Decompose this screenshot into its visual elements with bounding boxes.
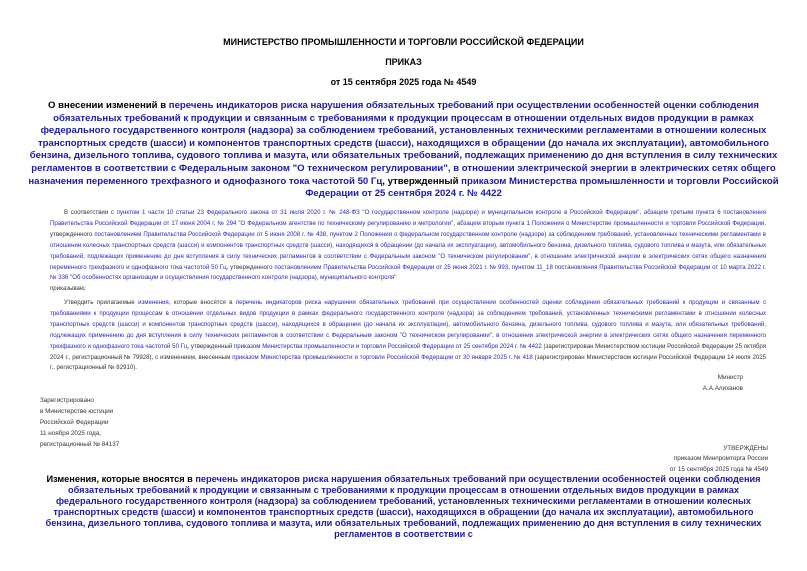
- text: , утвержденного: [50, 219, 766, 238]
- text: , которые вносятся в: [168, 299, 236, 306]
- registration-line: Российской Федерации: [40, 419, 109, 426]
- registration-line: в Министерстве юстиции: [40, 408, 114, 415]
- document-title: [22, 100, 785, 201]
- text: (зарегистрирован Министерством юстиции Российской Федерации 14 июля 2025 г., регистрационный № 82910).: [50, 353, 767, 372]
- registration-line: регистрационный № 84137: [40, 441, 120, 448]
- link-changes[interactable]: изменения: [138, 299, 169, 306]
- order-word: приказываю:: [50, 285, 87, 293]
- signatory-name: А.А.Алиханов: [702, 385, 743, 392]
- link-regulation-control[interactable]: пунктом 2 Положения о федеральном государственном контроле (надзоре) за соблюдением требований, установленных техническими регламентами в отношении колесных транспортных средств (шасси) и компонентов транспортных средств (шасси), находящихся в обращении (до начала их эксплуатации), автомобильного бензина, дизельного топлива, судового топлива и мазута, или обязательных требований, подлежащих применению до дня вступления в силу технических регламентов в соответствии с Федеральным законом "О техническом регулировании", в отношении электрической энергии в электрических сетях общего назначения переменного трехфазного и однофазного тока частотой 50 Гц: [50, 230, 766, 271]
- approval-line: приказом Минпромторга России: [673, 455, 768, 463]
- link-regulation-ministry[interactable]: абзацем вторым пункта 1 Положения о Министерстве промышленности и торговли Российской Федерации: [456, 219, 765, 227]
- document-type: ПРИКАЗ: [385, 57, 422, 67]
- appendix-title: [40, 474, 767, 539]
- approval-stamp: [670, 444, 768, 475]
- ministry-heading: МИНИСТЕРСТВО ПРОМЫШЛЕННОСТИ И ТОРГОВЛИ РОССИЙСКОЙ ФЕДЕРАЦИИ: [223, 37, 584, 47]
- registration-note: [40, 395, 119, 450]
- text: (зарегистрирован Министерством юстиции Российской Федерации 25 октября 2024 г., регистрационный № 79928), с изменением, внесенным: [50, 342, 767, 361]
- text: ,: [508, 263, 512, 271]
- link-order-4422[interactable]: приказом Министерства промышленности и торговли Российской Федерации от 25 сентября 2024 г. № 4422: [233, 342, 542, 350]
- title-prefix: О внесении изменений в: [48, 100, 169, 111]
- text: ,: [453, 219, 457, 227]
- text: , утвержденный: [187, 342, 234, 350]
- signature-block: [703, 372, 743, 394]
- appendix-title-link[interactable]: перечень индикаторов риска нарушения обязательных требований при осуществлении особенностей оценки соблюдения обязательных требований к продукции и связанным с требованиями к продукции процессам в отношении отдельных видов продукции в рамках федерального государственного контроля (надзора) за соблюдением требований, установленных техническими регламентами в отношении колесных транспортных средств (шасси) и компонентов транспортных средств (шасси), находящихся в обращении (до начала их эксплуатации), автомобильного бензина, дизельного топлива, судового топлива и мазута, или обязательных требований, подлежащих применению до дня вступления в силу технических регламентов в соответствии с: [45, 474, 762, 539]
- text: В соответствии с: [64, 209, 117, 216]
- text: Утвердить прилагаемые: [64, 299, 139, 306]
- link-decree-294[interactable]: абзацем третьим пункта 6 постановления Правительства Российской Федерации от 17 июня 2004 г. № 294 "О Федеральном агентстве по техническому регулированию и метрологии": [50, 209, 767, 227]
- link-order-418[interactable]: приказом Министерства промышленности и торговли Российской Федерации от 30 января 2025 г. № 418: [232, 353, 533, 361]
- link-decree-438[interactable]: постановлением Правительства Российской Федерации от 5 июня 2008 г. № 438: [94, 230, 327, 238]
- text: ,: [326, 230, 330, 238]
- approval-line: от 15 сентября 2025 года № 4549: [669, 465, 768, 473]
- title-link-list[interactable]: перечень индикаторов риска нарушения обязательных требований при осуществлении особенностей оценки соблюдения обязательных требований к продукции и связанным с требованиями к продукции процессам в отношении отдельных видов продукции в рамках федерального государственного контроля (надзора) за соблюдением требований, установленных техническими регламентами в отношении колесных транспортных средств (шасси) и компонентов транспортных средств (шасси), находящихся в обращении (до начала их эксплуатации), автомобильного бензина, дизельного топлива, судового топлива и мазута, или обязательных требований, подлежащих применению до дня вступления в силу технических регламентов в соответствии с Федеральным законом "О техническом регулировании", в отношении электрической энергии в электрических сетях общего назначения переменного трехфазного и однофазного тока частотой 50 Гц: [28, 100, 778, 187]
- preamble-paragraph: [50, 208, 766, 295]
- approve-paragraph: [50, 298, 766, 374]
- text: , утвержденного: [226, 263, 275, 271]
- appendix-title-prefix: Изменения, которые вносятся в: [46, 474, 196, 484]
- link-law-248[interactable]: пунктом 1 части 10 статьи 23 Федерального закона от 31 июля 2020 г. № 248-ФЗ "О государственном контроле (надзоре) и муниципальном контроле в Российской Федерации": [116, 209, 640, 216]
- document-date-number: от 15 сентября 2025 года № 4549: [330, 77, 477, 87]
- link-decree-336[interactable]: пунктом 11_18 постановления Правительства Российской Федерации от 10 марта 2022 г. № 336 "Об особенностях организации и осуществления государственного контроля (надзора), муниципального контроля": [50, 263, 766, 282]
- title-link-order[interactable]: приказом Министерства промышленности и торговли Российской Федерации от 25 сентября 2024 г. № 4422: [305, 175, 779, 200]
- text: ,: [639, 209, 644, 216]
- signatory-position: Министр: [717, 374, 743, 381]
- registration-line: Зарегистрировано: [40, 397, 94, 404]
- registration-line: 11 ноября 2025 года,: [40, 430, 102, 437]
- link-decree-993[interactable]: постановлением Правительства Российской Федерации от 25 июня 2021 г. № 993: [274, 263, 509, 271]
- link-risk-indicators-list[interactable]: перечень индикаторов риска нарушения обязательных требований при осуществлении особенностей оценки соблюдения обязательных требований к продукции и связанным с требованиями к продукции процессам в отношении отдельных видов продукции в рамках федерального государственного контроля (надзора) за соблюдением требований, установленных техническими регламентами в отношении колесных транспортных средств (шасси) и компонентов транспортных средств (шасси), находящихся в обращении (до начала их эксплуатации), автомобильного бензина, дизельного топлива, судового топлива и мазута, или обязательных требований, подлежащих применению до дня вступления в силу технических регламентов в соответствии с Федеральным законом "О техническом регулировании", в отношении электрической энергии в электрических сетях общего назначения переменного трехфазного и однофазного тока частотой 50 Гц: [50, 299, 766, 350]
- approval-line: УТВЕРЖДЕНЫ: [723, 445, 768, 452]
- title-middle: , утвержденный: [382, 175, 462, 187]
